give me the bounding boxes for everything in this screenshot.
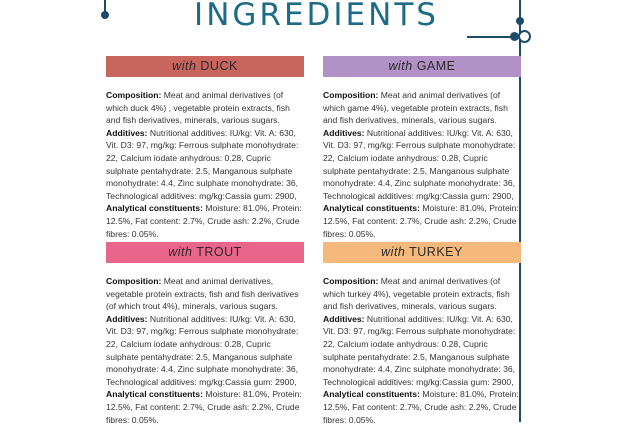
composition-text: Meat and animal derivatives (of which game 4%), vegetable protein extracts, fish and fish derivatives, minerals, various sugars.: [323, 90, 508, 126]
ingredient-text: [323, 89, 521, 240]
card-banner-duck: [106, 56, 304, 77]
additives-label: Additives:: [106, 127, 148, 138]
additives-text: Nutritional additives: IU/kg: Vit. A: 630, Vit. D3: 97, mg/kg: Ferrous sulphate monohydrate: 22, Calcium iodate anhydrous: 0.28, Cupric sulphate pentahydrate: 2.5, Manganous sulphate monohydrate: 4.4, Zinc sulphate monohydrate: 36, Technological additives: mg/kg:Cassia gum: 2900,: [323, 127, 516, 201]
composition-text: Meat and animal derivatives (of which turkey 4%), vegetable protein extracts, fish and fish derivatives, minerals, various sugars.: [323, 276, 510, 312]
additives-label: Additives:: [323, 127, 365, 138]
banner-with-text: with: [388, 59, 413, 73]
composition-label: Composition:: [106, 90, 162, 100]
analytical-text: Moisture: 81.0%, Protein: 12.5%, Fat content: 2.7%, Crude ash: 2.2%, Crude fibres: 0.05%.: [323, 389, 519, 425]
analytical-text: Moisture: 81.0%, Protein: 12.5%, Fat content: 2.7%, Crude ash: 2.2%, Crude fibres: 0.05%.: [106, 203, 302, 239]
ingredient-card-duck: [106, 56, 304, 240]
decorative-ring-right: [518, 30, 531, 43]
ingredient-card-game: [323, 56, 521, 240]
analytical-label: Analytical constituents:: [323, 203, 420, 214]
decorative-dot-right-top: [516, 17, 524, 25]
additives-label: Additives:: [106, 313, 148, 324]
ingredient-card-turkey: [323, 242, 521, 426]
additives-text: Nutritional additives: IU/kg: Vit. A: 630, Vit. D3: 97, mg/kg: Ferrous sulphate monohydrate: 22, Calcium iodate anhydrous: 0.28, Cupric sulphate pentahydrate: 2.5, Manganous sulphate monohydrate: 4.4, Zinc sulphate monohydrate: 36, Technological additives: mg/kg:Cassia gum: 2900,: [323, 313, 516, 387]
card-banner-turkey: [323, 242, 521, 263]
card-banner-trout: [106, 242, 304, 263]
composition-label: Composition:: [106, 276, 162, 286]
analytical-text: Moisture: 81.0%, Protein: 12.5%, Fat content: 2.7%, Crude ash: 2.2%, Crude fibres: 0.05%.: [323, 203, 519, 239]
ingredient-card-trout: [106, 242, 304, 426]
analytical-label: Analytical constituents:: [323, 389, 420, 400]
composition-text: Meat and animal derivatives, vegetable protein extracts, fish and fish derivatives (of which trout 4%), minerals, various sugars.: [106, 276, 299, 312]
page-title: INGREDIENTS: [194, 0, 439, 33]
ingredient-text: [106, 89, 304, 240]
banner-with-text: with: [172, 59, 197, 73]
decorative-dot-left: [101, 11, 109, 19]
additives-label: Additives:: [323, 313, 365, 324]
analytical-label: Analytical constituents:: [106, 389, 203, 400]
analytical-text: Moisture: 81.0%, Protein: 12.5%, Fat content: 2.7%, Crude ash: 2.2%, Crude fibres: 0.05%.: [106, 389, 302, 425]
banner-flavor-name: TROUT: [196, 245, 242, 259]
composition-label: Composition:: [323, 276, 379, 286]
banner-flavor-name: TURKEY: [409, 245, 463, 259]
analytical-label: Analytical constituents:: [106, 203, 203, 214]
additives-text: Nutritional additives: IU/kg: Vit. A: 630, Vit. D3: 97, mg/kg: Ferrous sulphate monohydrate: 22, Calcium iodate anhydrous: 0.28, Cupric sulphate pentahydrate: 2.5, Manganous sulphate monohydrate: 4.4, Zinc sulphate monohydrate: 36, Technological additives: mg/kg:Cassia gum: 2900,: [106, 127, 299, 201]
additives-text: Nutritional additives: IU/kg: Vit. A: 630, Vit. D3: 97, mg/kg: Ferrous sulphate monohydrate: 22, Calcium iodate anhydrous: 0.28, Cupric sulphate pentahydrate: 2.5, Manganous sulphate monohydrate: 4.4, Zinc sulphate monohydrate: 36, Technological additives: mg/kg:Cassia gum: 2900,: [106, 313, 299, 387]
ingredient-text: [323, 275, 521, 426]
composition-text: Meat and animal derivatives (of which duck 4%) , vegetable protein extracts, fish and fish derivatives, minerals, various sugars.: [106, 90, 290, 126]
card-banner-game: [323, 56, 521, 77]
ingredient-text: [106, 275, 304, 426]
banner-with-text: with: [381, 245, 406, 259]
banner-flavor-name: DUCK: [200, 59, 238, 73]
composition-label: Composition:: [323, 90, 379, 100]
banner-flavor-name: GAME: [416, 59, 456, 73]
banner-with-text: with: [168, 245, 193, 259]
